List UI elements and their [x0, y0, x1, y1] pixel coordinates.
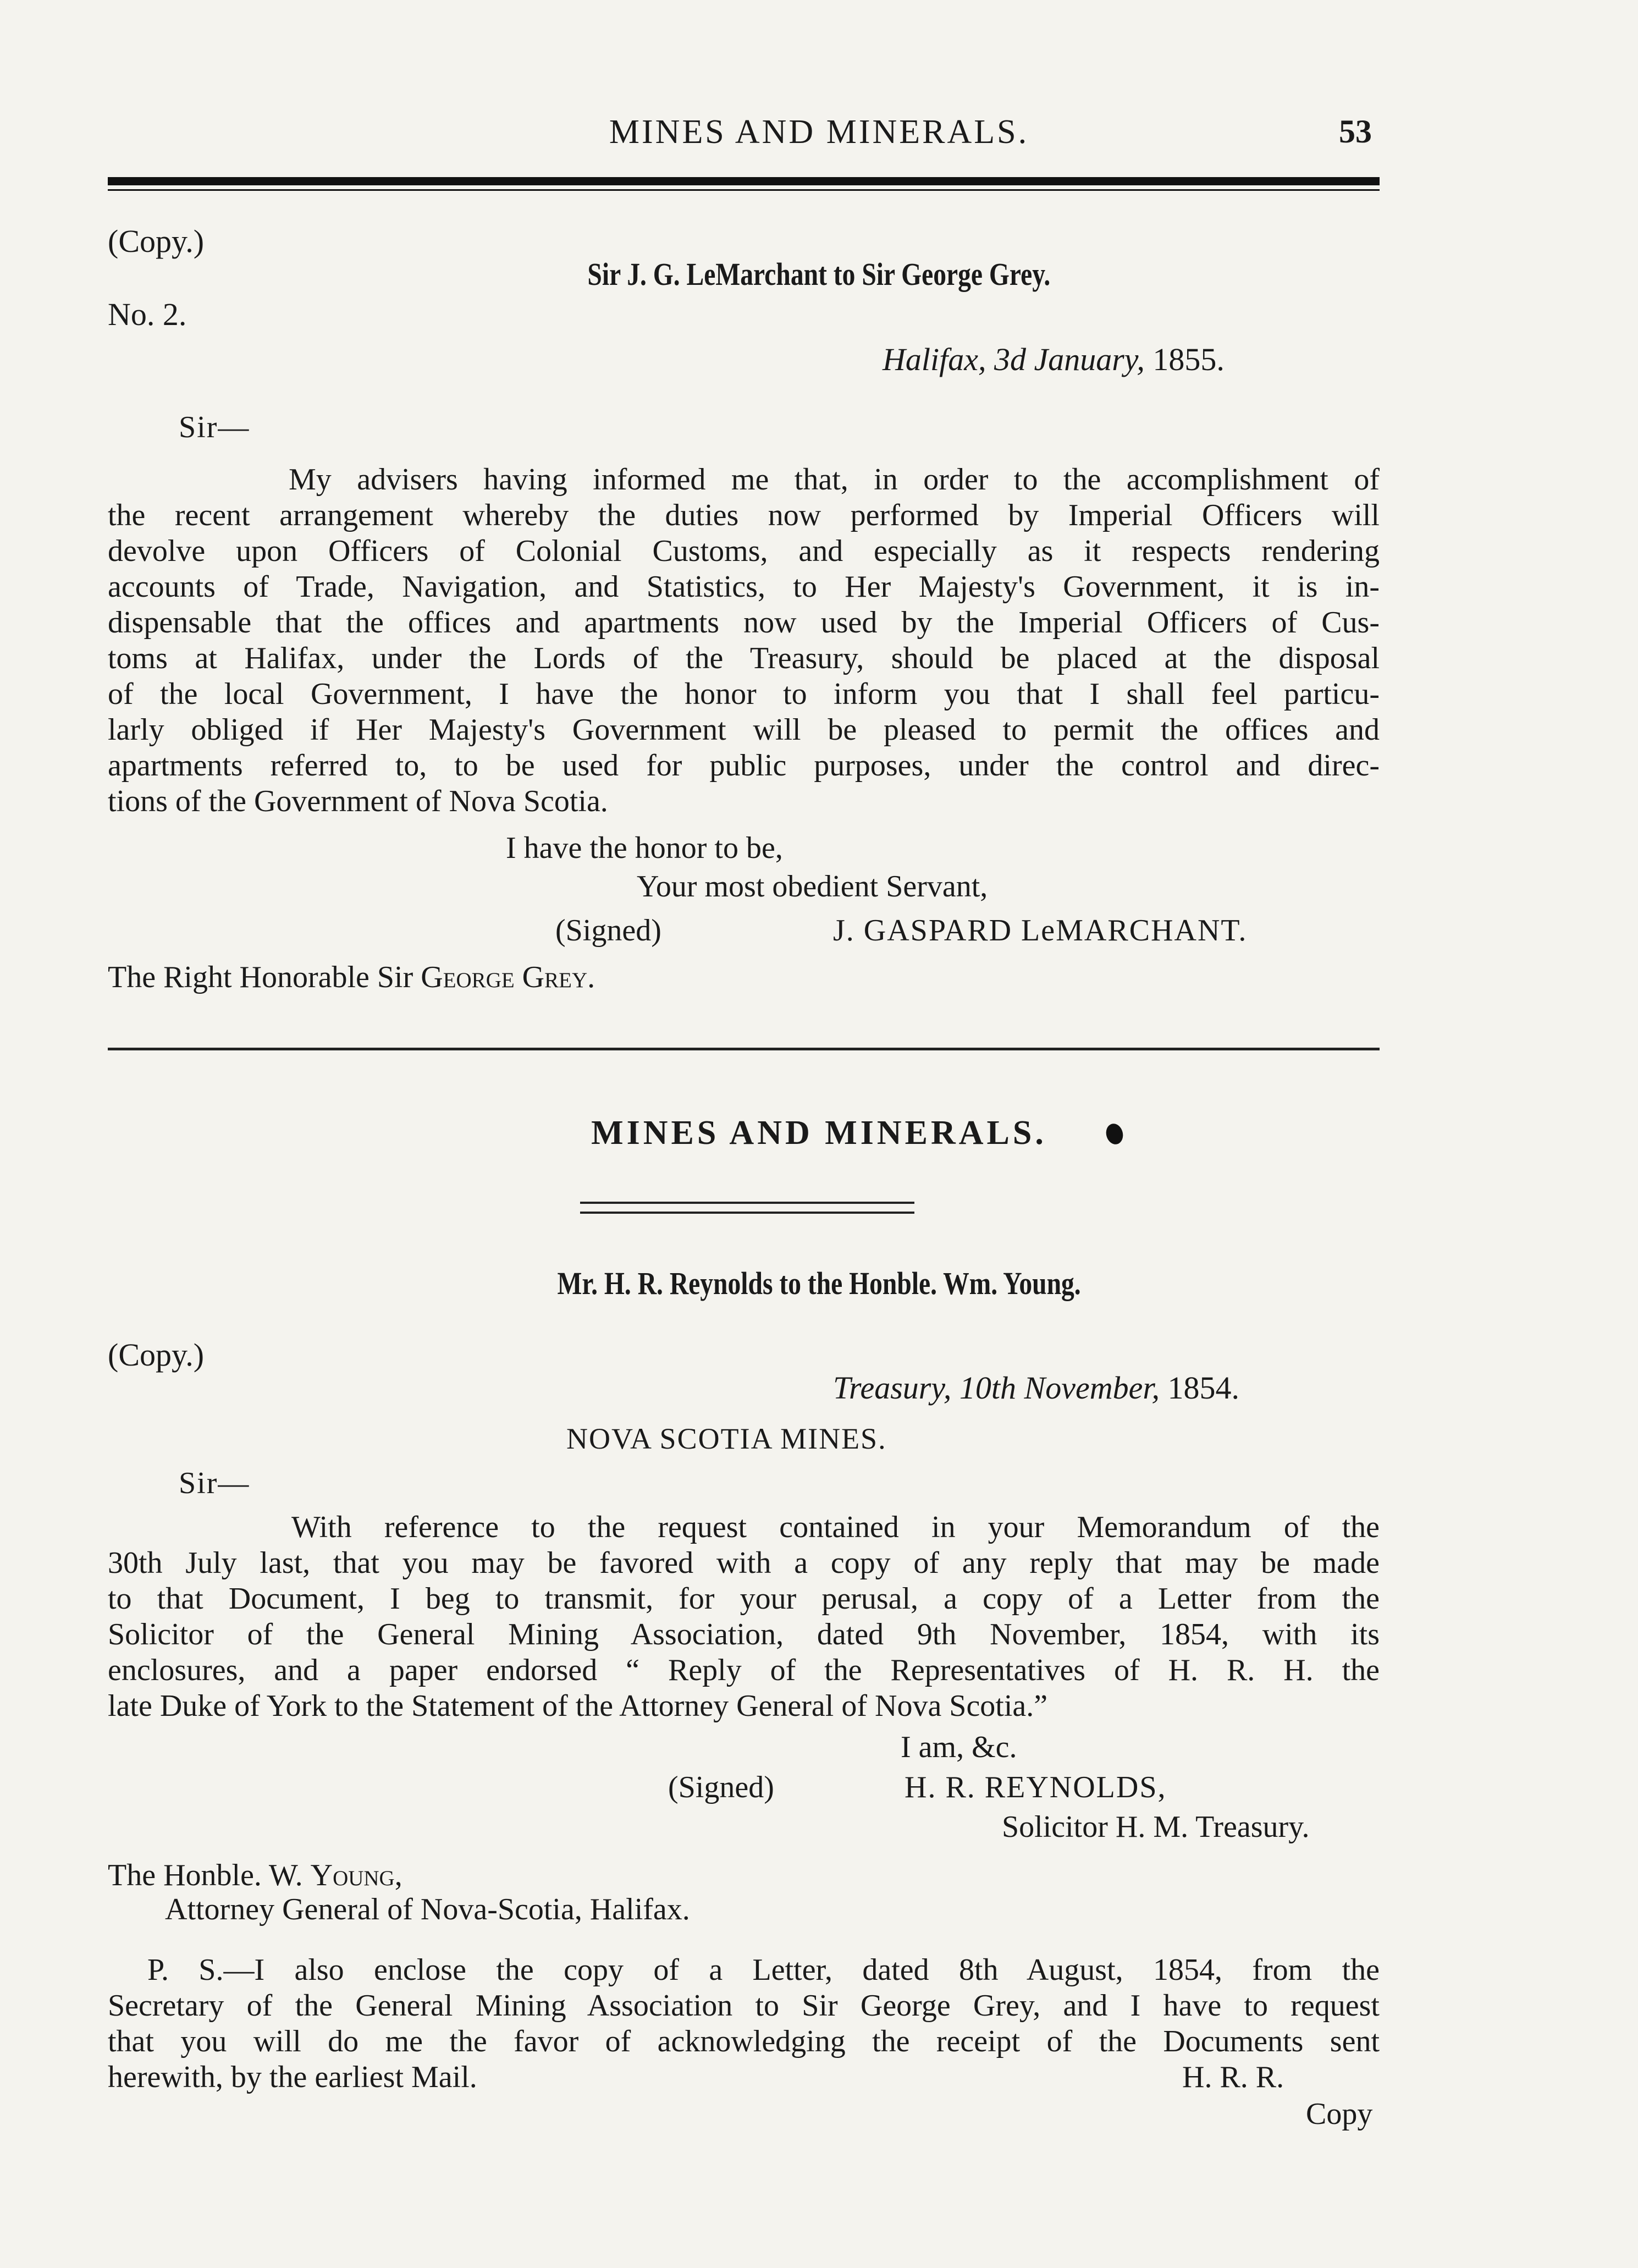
ps-initials: H. R. R. — [1182, 2060, 1284, 2094]
signed-label: (Signed) — [555, 913, 661, 948]
body-line: enclosures, and a paper endorsed “ Reply of the Representatives of H. R. H. the — [108, 1653, 1380, 1687]
body-line: With reference to the request contained in your Memorandum of the — [291, 1510, 1380, 1544]
ps-line: herewith, by the earliest Mail. — [108, 2060, 477, 2094]
letter2-heading-text: Mr. H. R. Reynolds to the Honble. Wm. Young. — [557, 1265, 1081, 1301]
body-line: of the local Government, I have the honor to inform you that I shall feel particu- — [108, 677, 1380, 711]
addressee-2-name: Young, — [310, 1858, 402, 1892]
body-line: tions of the Government of Nova Scotia. — [108, 784, 608, 818]
body-line: devolve upon Officers of Colonial Customs, and especially as it respects rendering — [108, 534, 1380, 568]
ps-line: P. S.—I also enclose the copy of a Letter, dated 8th August, 1854, from the — [147, 1953, 1380, 1987]
body-line: apartments referred to, to be used for public purposes, under the control and direc- — [108, 748, 1380, 783]
letter2-date — [833, 1369, 1239, 1406]
letter2-date-year: 1854. — [1167, 1370, 1239, 1406]
closing-line: Your most obedient Servant, — [637, 869, 988, 904]
addressee-2-line2: Attorney General of Nova-Scotia, Halifax. — [165, 1892, 690, 1926]
body-line: Solicitor of the General Mining Association, dated 9th November, 1854, with its — [108, 1617, 1380, 1652]
closing-line: I have the honor to be, — [506, 831, 783, 865]
addressee-2 — [108, 1858, 402, 1893]
header-rule-thick — [108, 177, 1380, 185]
salutation: Sir— — [179, 410, 250, 444]
letter2-subject: NOVA SCOTIA MINES. — [566, 1422, 887, 1455]
salutation-2: Sir— — [179, 1466, 250, 1500]
signature-name-2: H. R. REYNOLDS, — [905, 1770, 1167, 1804]
letter-heading — [0, 256, 1638, 293]
header-rule-thin — [108, 189, 1380, 191]
body-line: larly obliged if Her Majesty's Government will be pleased to permit the offices and — [108, 713, 1380, 747]
ps-line: Secretary of the General Mining Association to Sir George Grey, and I have to request — [108, 1989, 1380, 2023]
ps-line: that you will do me the favor of acknowledging the receipt of the Documents sent — [108, 2024, 1380, 2058]
addressee-prefix: The Right Honorable Sir — [108, 960, 413, 994]
catchword: Copy — [1306, 2097, 1373, 2131]
letter-number: No. 2. — [108, 296, 187, 332]
short-rule-top — [580, 1202, 914, 1204]
body-line: the recent arrangement whereby the duties now performed by Imperial Officers will — [108, 498, 1380, 532]
addressee — [108, 960, 595, 995]
addressee-name: George Grey. — [421, 960, 595, 994]
section-divider — [108, 1048, 1380, 1050]
letter-date-place: Halifax, 3d January, — [883, 342, 1145, 377]
body-line: late Duke of York to the Statement of the Attorney General of Nova Scotia.” — [108, 1689, 1048, 1723]
addressee-2-prefix: The Honble. W. — [108, 1858, 303, 1892]
section-title: MINES AND MINERALS. — [591, 1114, 1047, 1152]
body-line: 30th July last, that you may be favored with a copy of any reply that may be made — [108, 1546, 1380, 1580]
letter2-heading — [0, 1265, 1638, 1302]
body-line: dispensable that the offices and apartments now used by the Imperial Officers of Cus- — [108, 605, 1380, 640]
copy-label: (Copy.) — [108, 223, 205, 259]
signature-title: Solicitor H. M. Treasury. — [1002, 1810, 1310, 1844]
signature-name: J. GASPARD LeMARCHANT. — [833, 913, 1248, 948]
letter-date-year: 1855. — [1152, 342, 1225, 377]
body-line: to that Document, I beg to transmit, for your perusal, a copy of a Letter from the — [108, 1582, 1380, 1616]
letter-date — [883, 341, 1225, 378]
letter2-date-place: Treasury, 10th November, — [833, 1370, 1160, 1406]
short-rule-bottom — [580, 1212, 914, 1214]
letter-heading-text: Sir J. G. LeMarchant to Sir George Grey. — [587, 256, 1051, 292]
body-line: accounts of Trade, Navigation, and Statistics, to Her Majesty's Government, it is in- — [108, 570, 1380, 604]
body-line: My advisers having informed me that, in order to the accomplishment of — [289, 463, 1380, 497]
closing-line-2: I am, &c. — [901, 1730, 1017, 1764]
signed-label-2: (Signed) — [668, 1770, 774, 1804]
running-head: MINES AND MINERALS. — [609, 113, 1029, 151]
body-line: toms at Halifax, under the Lords of the Treasury, should be placed at the disposal — [108, 641, 1380, 675]
copy-label-2: (Copy.) — [108, 1337, 205, 1373]
page-number: 53 — [1339, 113, 1372, 150]
